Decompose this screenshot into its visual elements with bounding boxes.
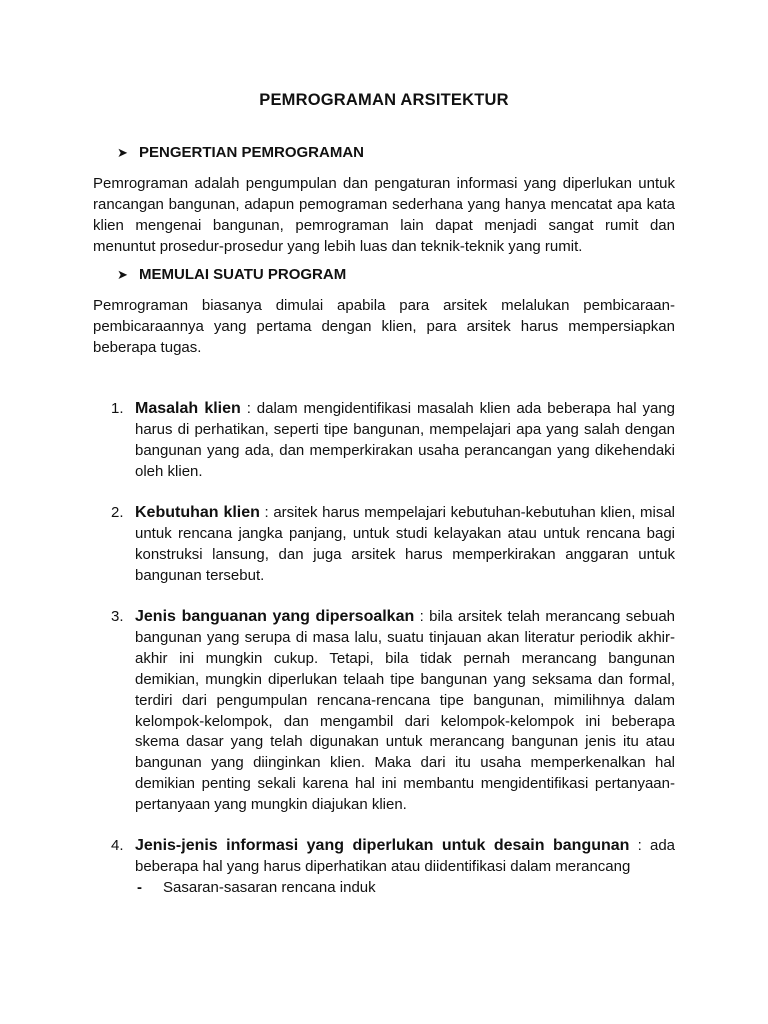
list-item (93, 607, 675, 816)
sub-list-item (137, 878, 657, 899)
arrow-bullet-icon: ➤ (117, 145, 128, 160)
list-item (93, 836, 675, 878)
list-item-text: : ada beberapa hal yang harus diperhatikan atau diidentifikasi dalam merancang (135, 837, 676, 875)
paragraph-pengertian: Pemrograman adalah pengumpulan dan pengaturan informasi yang diperlukan untuk rancangan bangunan, adapun pemograman sederhana yang hanya mencatat apa kata klien mengenai bangunan, pemrograman lain dapat menjadi sangat rumit dan menuntut prosedur-prosedur yang lebih luas dan teknik-teknik yang rumit. (93, 175, 675, 255)
list-item-term: Jenis banguanan yang dipersoalkan (135, 608, 415, 625)
list-item (93, 399, 675, 483)
list-item-body (135, 503, 675, 587)
list-item-text: : arsitek harus mempelajari kebutuhan-kebutuhan klien, misal untuk rencana jangka panjang, untuk studi kelayakan atau untuk rencana bagi konstruksi lansung, dan juga arsitek harus memperkirakan anggaran untuk bangunan tersebut. (135, 504, 675, 584)
list-item-term: Kebutuhan klien (135, 504, 260, 521)
dash-bullet: - (137, 879, 142, 896)
list-item-text: : bila arsitek telah merancang sebuah bangunan yang serupa di masa lalu, suatu tinjauan akan literatur periodik akhir-akhir ini mungkin cukup. Tetapi, bila tidak pernah merancang bangunan demikian, mungkin diperlukan telaah tipe bangunan yang seksama dan formal, terdiri dari pengumpulan rencana-rencana tipe bangunan, mimilihnya dalam kelompok-kelompok, dan mengambil dari kelompok-kelompok ini beberapa skema dasar yang telah digunakan untuk merancang bangunan jenis itu atau bangunan yang diinginkan klien. Maka dari itu usaha memperkenalkan hal demikian penting sekali karena hal ini membantu mengidentifikasi pertanyaan-pertanyaan yang mungkin diajukan klien. (135, 608, 675, 814)
list-number: 4. (111, 837, 124, 854)
section-heading-pengertian (117, 143, 364, 164)
list-item-text: : dalam mengidentifikasi masalah klien ada beberapa hal yang harus di perhatikan, seperti tipe bangunan, mempelajari apa yang salah dengan bangunan yang ada, dan memperkirakan usaha perancangan yang dikehendaki oleh klien. (135, 400, 676, 480)
list-item-body (135, 399, 675, 483)
list-item-body (135, 607, 675, 816)
list-item-term: Masalah klien (135, 400, 241, 417)
list-item (93, 503, 675, 587)
list-number: 2. (111, 504, 124, 521)
list-item-body (135, 836, 675, 878)
document-title: PEMROGRAMAN ARSITEKTUR (259, 91, 509, 109)
section-heading-label: PENGERTIAN PEMROGRAMAN (139, 144, 365, 161)
list-number: 3. (111, 608, 124, 625)
list-item-term: Jenis-jenis informasi yang diperlukan untuk desain bangunan (135, 837, 630, 854)
arrow-bullet-icon: ➤ (117, 267, 128, 282)
list-number: 1. (111, 400, 124, 417)
section-heading-label: MEMULAI SUATU PROGRAM (139, 266, 347, 283)
paragraph-memulai: Pemrograman biasanya dimulai apabila para arsitek melalukan pembicaraan-pembicaraannya yang pertama dengan klien, para arsitek harus mempersiapkan beberapa tugas. (93, 297, 675, 356)
sub-list-item-text: Sasaran-sasaran rencana induk (163, 879, 376, 896)
section-heading-memulai (117, 265, 346, 286)
